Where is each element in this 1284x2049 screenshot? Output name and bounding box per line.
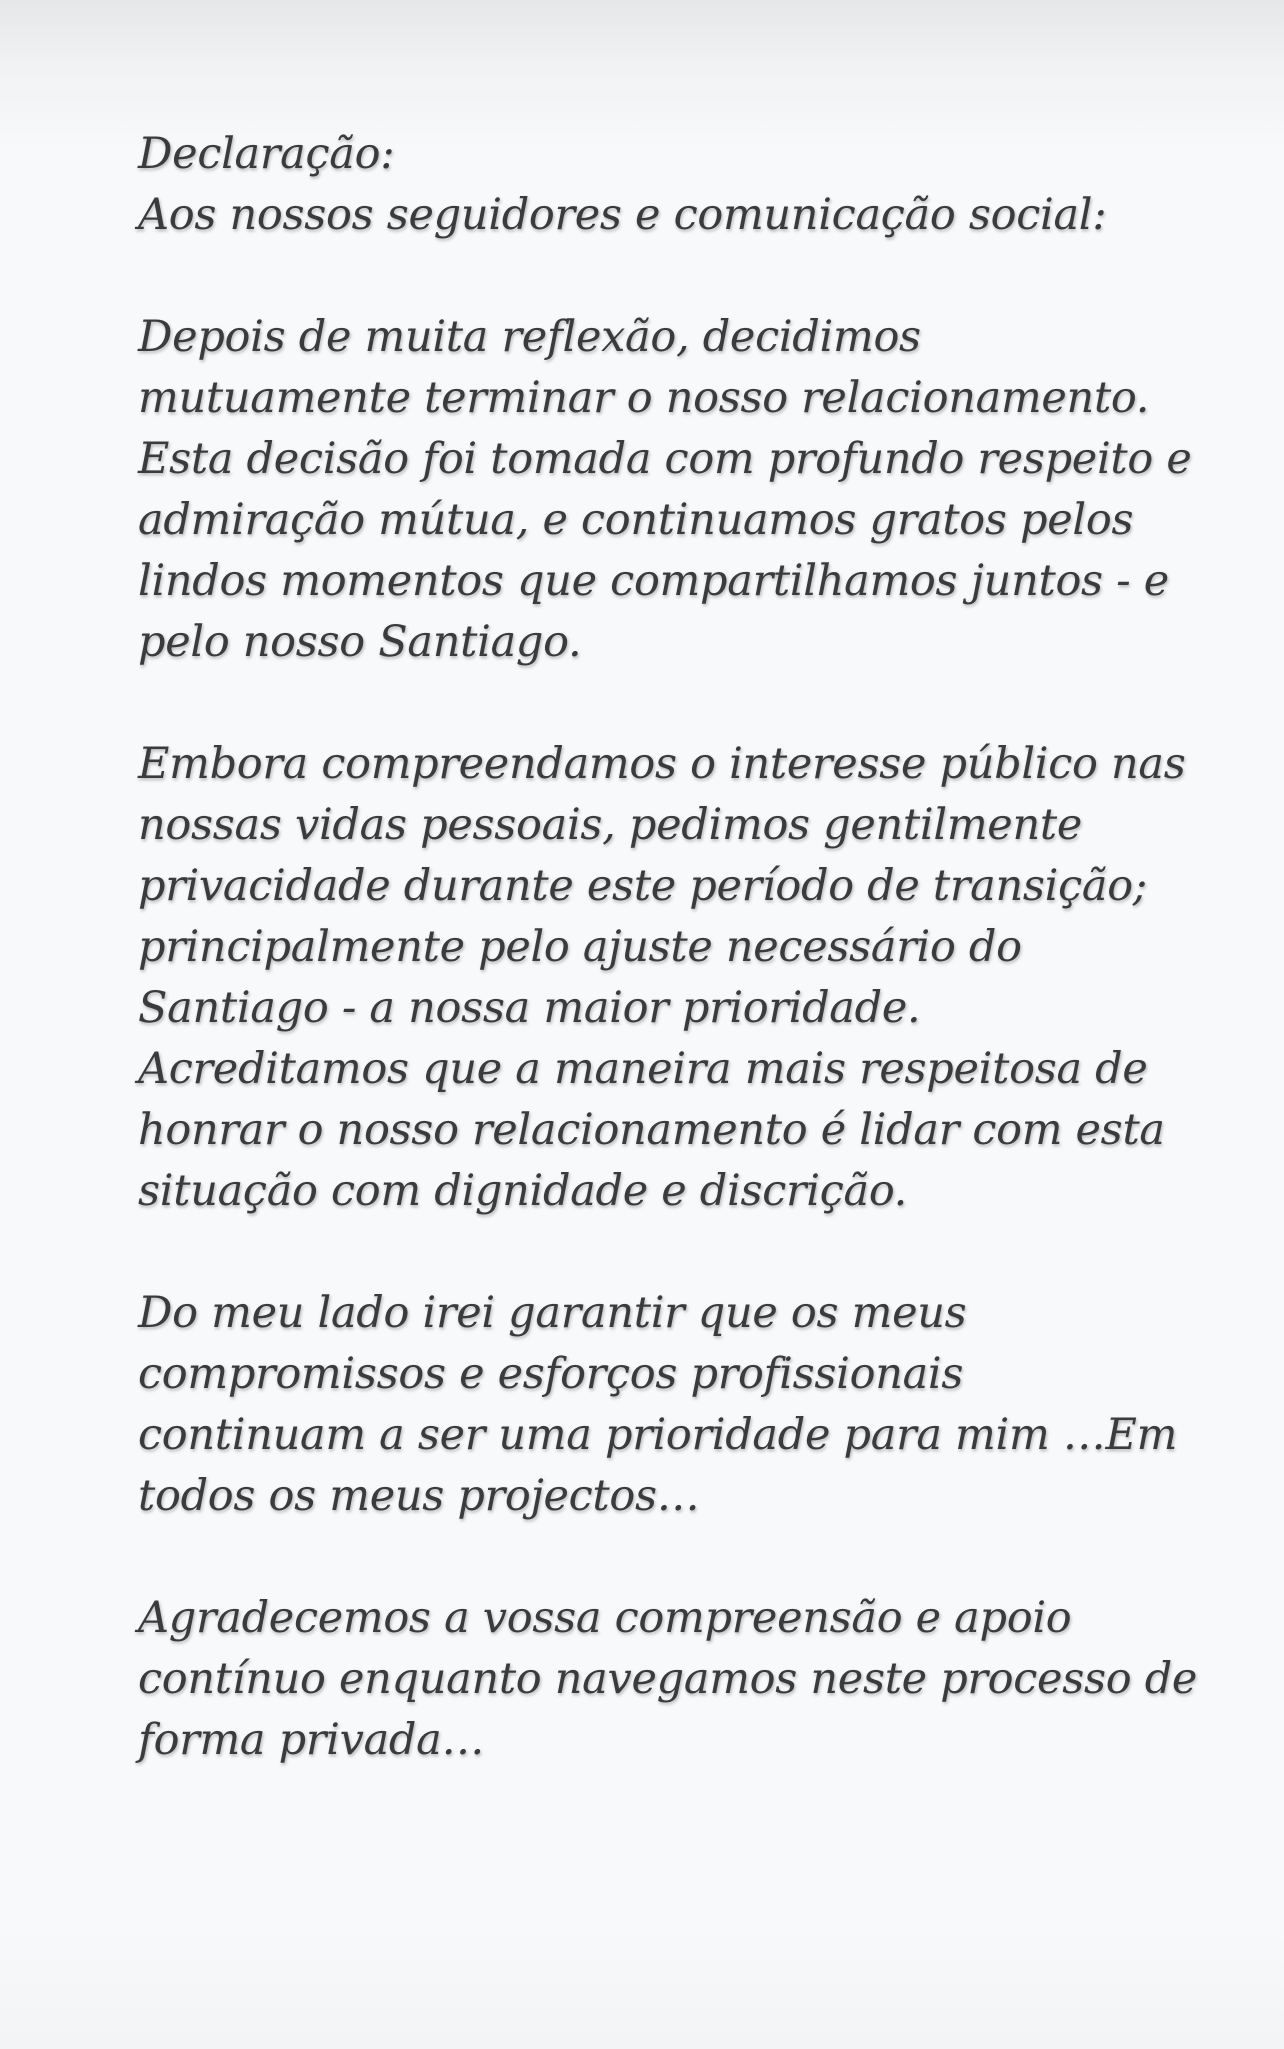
statement-title: Declaração: <box>138 129 395 179</box>
paragraph-decision: Depois de muita reflexão, decidimos mutuamente terminar o nosso relacionamento. Esta decisão foi tomada com profundo respeito e admiração mútua, e continuamos gratos pelos lindos momentos que compartilhamos juntos - e pelo nosso Santiago. <box>138 312 1192 667</box>
statement-header <box>138 124 1198 246</box>
paragraph-privacy: Embora compreendamos o interesse público nas nossas vidas pessoais, pedimos gentilmente privacidade durante este período de transição; principalmente pelo ajuste necessário do Santiago - a nossa maior prioridade. Acreditamos que a maneira mais respeitosa de honrar o nosso relacionamento é lidar com esta situação com dignidade e discrição. <box>138 739 1186 1216</box>
paragraph-professional: Do meu lado irei garantir que os meus compromissos e esforços profissionais continuam a ser uma prioridade para mim …Em todos os meus projectos… <box>138 1288 1178 1521</box>
paragraph-thanks: Agradecemos a vossa compreensão e apoio contínuo enquanto navegamos neste processo de forma privada… <box>138 1593 1198 1765</box>
statement-text-block <box>138 124 1198 1771</box>
bottom-gradient <box>0 1929 1284 2049</box>
statement-addressee: Aos nossos seguidores e comunicação social: <box>138 190 1107 240</box>
